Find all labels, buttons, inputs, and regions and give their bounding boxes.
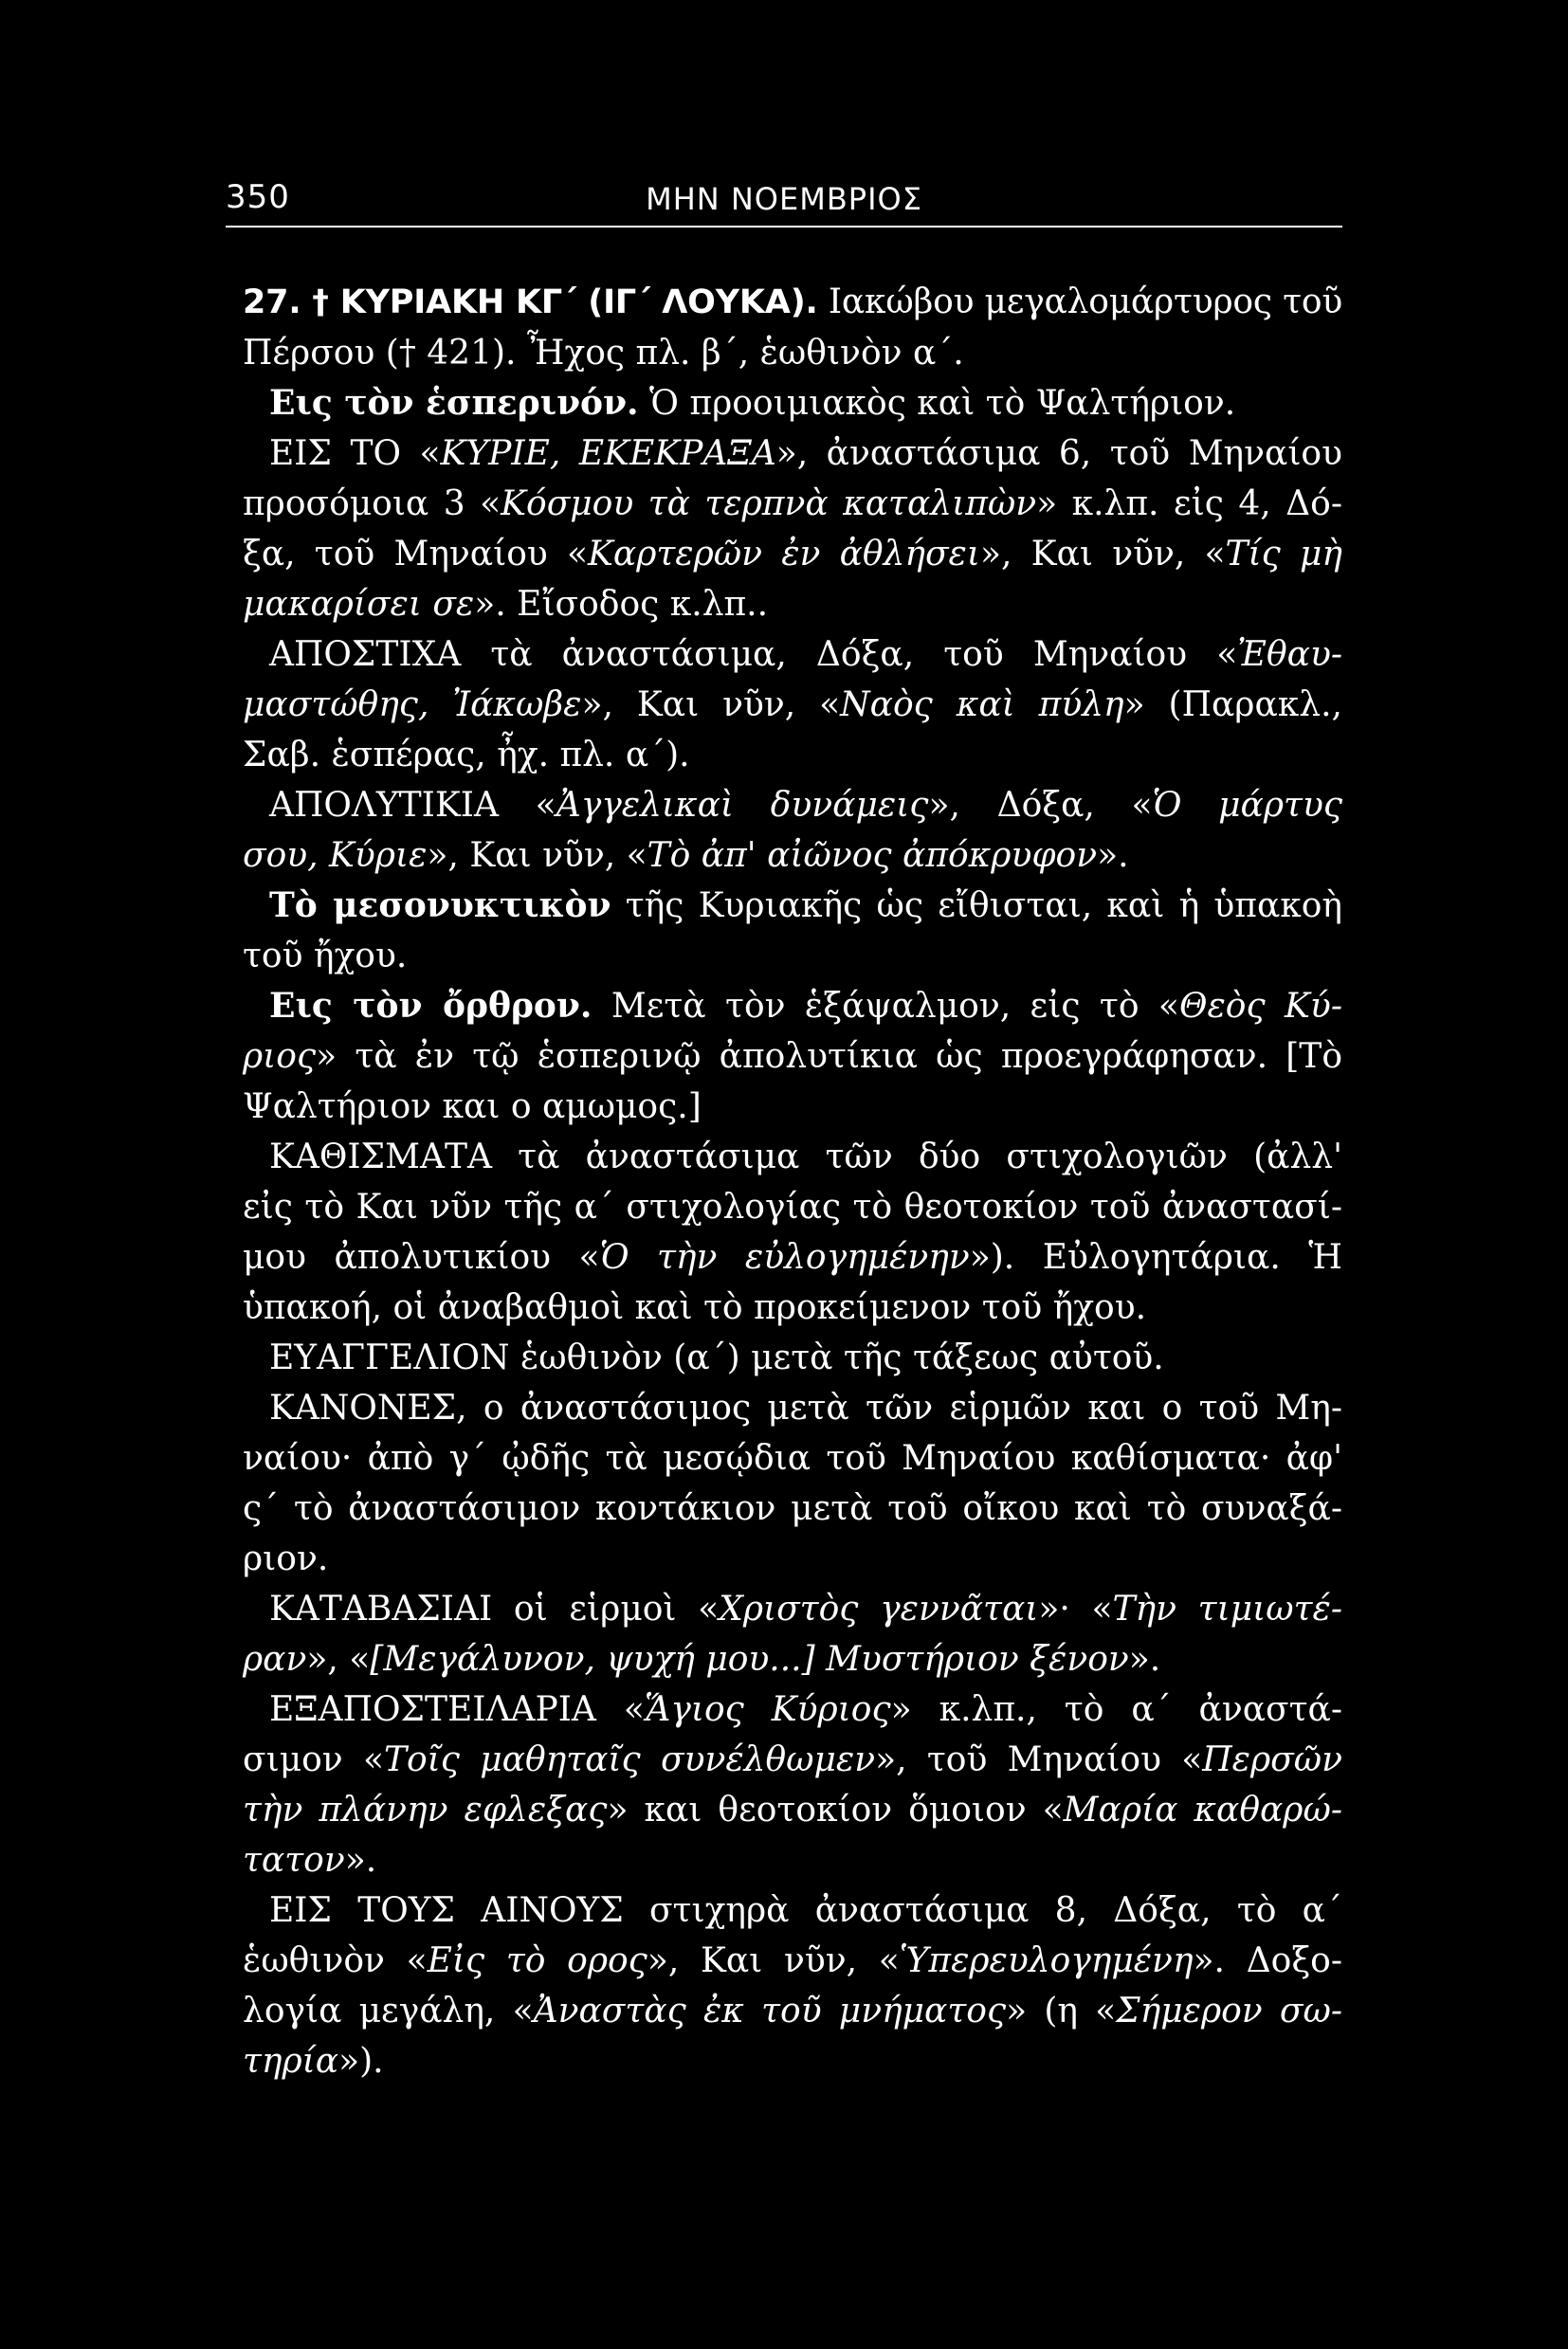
- entry-second-line: [243, 328, 1342, 378]
- paragraph: [243, 1684, 1342, 1885]
- text-run: » (η «: [1006, 1992, 1117, 2030]
- text-run: »· «: [1038, 1590, 1113, 1629]
- text-run: » τὰ ἐν τῷ ἑσπερινῷ ἀπολυτίκια ὡς προεγράφησαν. [Τὸ: [316, 1037, 1342, 1076]
- text-run: ». Εἴσοδος κ.λπ..: [474, 585, 769, 624]
- paragraph: [243, 1132, 1342, 1333]
- text-line: [243, 529, 1342, 579]
- text-run: μακαρίσει σε: [243, 585, 475, 624]
- paragraph: [243, 881, 1342, 981]
- text-run: Εις τὸν ὄρθρον.: [269, 986, 593, 1026]
- text-run: λογία μεγάλη, «: [243, 1992, 534, 2030]
- text-line: [243, 1232, 1342, 1283]
- text-line: [243, 1082, 1342, 1132]
- entry-title: 27. † ΚΥΡΙΑΚΗ ΚΓ΄ (ΙΓ΄ ΛΟΥΚΑ).: [243, 283, 818, 321]
- text-run: » και θεοτοκίον ὅμοιον «: [607, 1791, 1064, 1830]
- text-run: », Δόξα, «: [928, 786, 1153, 825]
- text-line: [243, 881, 1342, 931]
- text-run: ΑΠΟΣΤΙΧΑ τὰ ἀναστάσιμα, Δόξα, τοῦ Μηναίου «: [269, 635, 1238, 674]
- text-run: Θεὸς Κύ-: [1178, 987, 1342, 1026]
- text-run: » κ.λπ., τὸ α΄ ἀναστά-: [890, 1690, 1343, 1729]
- paragraph: [243, 378, 1342, 428]
- text-run: ΚΑΘΙΣΜΑΤΑ τὰ ἀναστάσιμα τῶν δύο στιχολογιῶν (ἀλλ': [269, 1138, 1342, 1176]
- text-line: [243, 1584, 1342, 1634]
- text-run: ΕΙΣ ΤΟΥΣ ΑΙΝΟΥΣ στιχηρὰ ἀναστάσιμα 8, Δόξα, τὸ α΄: [269, 1891, 1342, 1930]
- text-line: [243, 830, 1342, 881]
- text-line: [243, 1634, 1342, 1684]
- text-run: Ὁ προοιμιακὸς καὶ τὸ Ψαλτήριον.: [638, 384, 1236, 423]
- text-run: Τίς μὴ: [1225, 535, 1342, 574]
- text-run: Καρτερῶν ἐν ἀθλήσει: [588, 535, 980, 574]
- text-run: », Και νῦν, «: [427, 836, 647, 875]
- text-run: τατον: [243, 1841, 345, 1880]
- text-run: »). Εὐλογητάρια. Ἡ: [969, 1238, 1342, 1277]
- text-run: σιμον «: [243, 1740, 384, 1779]
- paragraph: [243, 1333, 1342, 1383]
- text-run: ναίου· ἀπὸ γ΄ ᾠδῆς τὰ μεσῴδια τοῦ Μηναίου καθίσματα· ἀφ': [243, 1439, 1342, 1478]
- text-run: τηρία: [243, 2042, 339, 2081]
- text-line: [243, 479, 1342, 529]
- text-run: ραν: [243, 1640, 307, 1679]
- text-run: ΑΠΟΛΥΤΙΚΙΑ «: [269, 786, 556, 825]
- text-run: », ἀναστάσιμα 6, τοῦ Μηναίου: [775, 434, 1342, 473]
- text-run: ς΄ τὸ ἀναστάσιμον κοντάκιον μετὰ τοῦ οἴκου καὶ τὸ συναξά-: [243, 1489, 1342, 1528]
- text-run: Περσῶν: [1202, 1740, 1342, 1779]
- text-run: ».: [344, 1841, 377, 1880]
- text-run: ἑωθινὸν «: [243, 1941, 428, 1980]
- paragraph: [243, 981, 1342, 1132]
- text-run: ΕΥΑΓΓΕΛΙΟΝ ἑωθινὸν (α΄) μετὰ τῆς τάξεως αὐτοῦ.: [269, 1338, 1164, 1377]
- page-number: 350: [226, 178, 290, 216]
- text-run: μου ἀπολυτικίου «: [243, 1238, 600, 1277]
- text-run: Ἀγγελικαὶ δυνάμεις: [556, 786, 929, 825]
- running-head: ΜΗΝ ΝΟΕΜΒΡΙΟΣ: [646, 181, 922, 217]
- text-line: [243, 1986, 1342, 2036]
- text-line: [243, 1031, 1342, 1082]
- text-run: Σήμερον σω-: [1116, 1992, 1342, 2030]
- entry-first-line: [243, 277, 1342, 328]
- text-line: [243, 1484, 1342, 1534]
- text-run: Ὁ τὴν εὐλογημένην: [599, 1238, 970, 1277]
- text-run: ριον.: [243, 1539, 329, 1578]
- text-run: Τὸ μεσονυκτικὸν: [269, 885, 611, 925]
- text-line: [243, 780, 1342, 830]
- paragraph: [243, 629, 1342, 780]
- text-run: Εἰς τὸ ορος: [427, 1941, 647, 1980]
- paragraph: [243, 1584, 1342, 1684]
- text-run: ΚΑΤΑΒΑΣΙΑΙ οἱ εἱρμοὶ «: [269, 1590, 720, 1629]
- text-line: [243, 931, 1342, 981]
- paragraph: [243, 428, 1342, 629]
- text-line: [243, 1936, 1342, 1986]
- text-run: » κ.λπ. εἰς 4, Δό-: [1036, 484, 1343, 523]
- text-run: ».: [1128, 1640, 1161, 1679]
- text-line: [243, 981, 1342, 1031]
- text-run: Μαρία καθαρώ-: [1063, 1791, 1342, 1830]
- text-line: [243, 1433, 1342, 1484]
- text-line: [243, 1283, 1342, 1333]
- text-run: τὴν πλάνην εφλεξας: [243, 1791, 608, 1830]
- text-run: προσόμοια 3 «: [243, 484, 501, 523]
- text-line: [243, 1182, 1342, 1232]
- text-run: ΕΙΣ ΤΟ «: [269, 434, 441, 473]
- text-run: μαστώθης, Ἰάκωβε: [243, 685, 582, 724]
- entry-subtitle-part: Ιακώβου μεγαλομάρτυρος τοῦ: [828, 282, 1343, 321]
- text-run: τῆς Κυριακῆς ὡς εἴθισται, καὶ ἡ ὑπακοὴ: [611, 886, 1342, 925]
- page-body: [243, 277, 1342, 2086]
- text-run: », «: [306, 1640, 371, 1679]
- text-run: », Και νῦν, «: [581, 685, 841, 724]
- text-run: Τὸ ἀπ' αἰῶνος ἀπόκρυφον: [647, 836, 1098, 875]
- text-run: », τοῦ Μηναίου «: [875, 1740, 1203, 1779]
- text-line: [243, 1684, 1342, 1735]
- text-run: Τὴν τιμιωτέ-: [1112, 1590, 1342, 1629]
- text-run: τοῦ ἤχου.: [243, 937, 408, 975]
- text-line: [243, 1333, 1342, 1383]
- text-run: ».: [1097, 836, 1129, 875]
- text-run: Ναὸς καὶ πύλη: [840, 685, 1124, 724]
- text-run: Κόσμου τὰ τερπνὰ καταλιπὼν: [501, 484, 1037, 523]
- text-run: Ἅγιος Κύριος: [644, 1690, 891, 1729]
- text-run: », Και νῦν, «: [647, 1941, 900, 1980]
- text-run: Ὁ μάρτυς: [1152, 786, 1342, 825]
- text-run: ὑπακοή, οἱ ἀναβαθμοὶ καὶ τὸ προκείμενον τοῦ ἤχου.: [243, 1288, 1147, 1327]
- text-run: Εις τὸν ἑσπερινόν.: [269, 383, 639, 423]
- text-line: [243, 428, 1342, 479]
- text-run: Σαβ. ἑσπέρας, ἦχ. πλ. α΄).: [243, 736, 690, 774]
- entry-subtitle-cont: Πέρσου († 421). Ἦχος πλ. β΄, ἑωθινὸν α΄.: [243, 334, 964, 373]
- paragraph: [243, 1383, 1342, 1584]
- text-run: σου, Κύριε: [243, 836, 428, 875]
- entry-heading-paragraph: [243, 277, 1342, 378]
- text-line: [243, 1785, 1342, 1835]
- text-line: [243, 629, 1342, 680]
- text-line: [243, 1132, 1342, 1182]
- text-line: [243, 2036, 1342, 2086]
- text-line: [243, 579, 1342, 629]
- text-run: ΚΑΝΟΝΕΣ, ο ἀναστάσιμος μετὰ τῶν εἱρμῶν και ο τοῦ Μη-: [269, 1389, 1342, 1428]
- paragraph: [243, 780, 1342, 881]
- text-run: ». Δοξο-: [1193, 1941, 1343, 1980]
- text-run: », Και νῦν, «: [980, 535, 1226, 574]
- text-run: ριος: [243, 1037, 317, 1076]
- text-line: [243, 1885, 1342, 1936]
- text-run: ΕΞΑΠΟΣΤΕΙΛΑΡΙΑ «: [269, 1690, 645, 1729]
- text-line: [243, 1835, 1342, 1885]
- text-run: Ὑπερευλογημένη: [899, 1941, 1194, 1980]
- text-run: »).: [338, 2042, 384, 2081]
- text-run: Ἐθαυ-: [1237, 635, 1342, 674]
- text-run: ξα, τοῦ Μηναίου «: [243, 535, 588, 574]
- text-line: [243, 730, 1342, 780]
- paragraph: [243, 1885, 1342, 2086]
- text-run: » (Παρακλ.,: [1123, 685, 1342, 724]
- text-run: [Μεγάλυνον, ψυχή μου...] Μυστήριον ξένον: [370, 1640, 1129, 1679]
- text-line: [243, 1735, 1342, 1785]
- text-line: [243, 1383, 1342, 1433]
- text-run: Ἀναστὰς ἐκ τοῦ μνήματος: [533, 1992, 1007, 2030]
- text-run: Χριστὸς γεννᾶται: [719, 1590, 1039, 1629]
- text-run: Μετὰ τὸν ἑξάψαλμον, εἰς τὸ «: [592, 987, 1179, 1026]
- text-run: Τοῖς μαθηταῖς συνέλθωμεν: [383, 1740, 876, 1779]
- text-line: [243, 378, 1342, 428]
- text-run: ΚΥΡΙΕ, ΕΚΕΚΡΑΞΑ: [440, 434, 776, 473]
- text-run: Ψαλτήριον και ο αμωμος.]: [243, 1087, 702, 1126]
- page-header: [226, 173, 1342, 228]
- text-line: [243, 680, 1342, 730]
- text-line: [243, 1534, 1342, 1584]
- text-run: εἰς τὸ Και νῦν τῆς α΄ στιχολογίας τὸ θεοτοκίον τοῦ ἀναστασί-: [243, 1188, 1342, 1227]
